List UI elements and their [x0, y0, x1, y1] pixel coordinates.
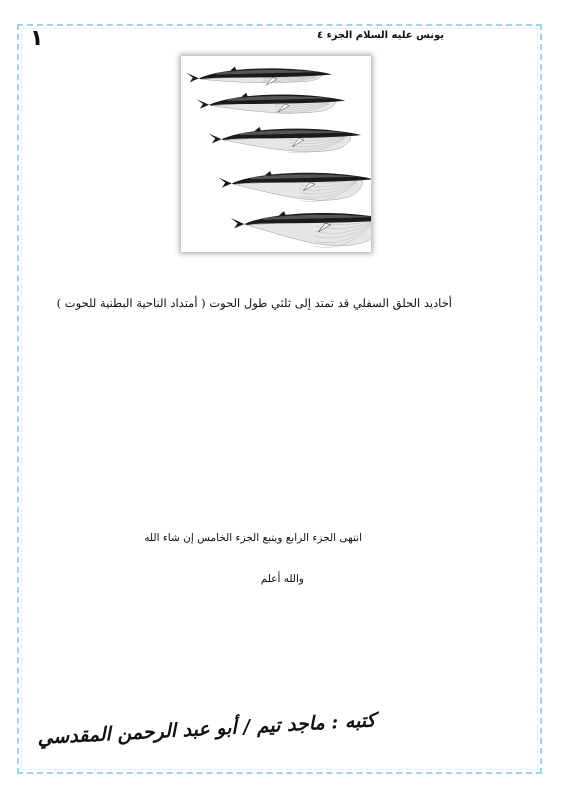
whale-figure	[187, 67, 332, 86]
figure-caption: أخاديد الحلق السفلي قد تمتد إلى ثلثي طول الحوت ( أمتداد الناحية البطنية للحوت )	[56, 296, 452, 310]
whale-figure	[197, 93, 346, 114]
whale-figure	[209, 127, 362, 153]
whale-figure	[219, 171, 371, 202]
page-number: ١	[30, 26, 44, 51]
closing-note: انتهى الجزء الرابع ويتبع الجزء الخامس إن شاء الله	[144, 532, 362, 544]
closing-phrase: والله أعلم	[260, 573, 304, 585]
header-title: يونس عليه السلام الجزء ٤	[316, 30, 444, 41]
whale-figure	[231, 211, 371, 247]
whale-illustration	[181, 56, 371, 252]
whale-throat-grooves-figure	[181, 56, 371, 252]
author-signature: كتبه : ماجد تيم / أبو عبد الرحمن المقدسي	[36, 709, 377, 749]
